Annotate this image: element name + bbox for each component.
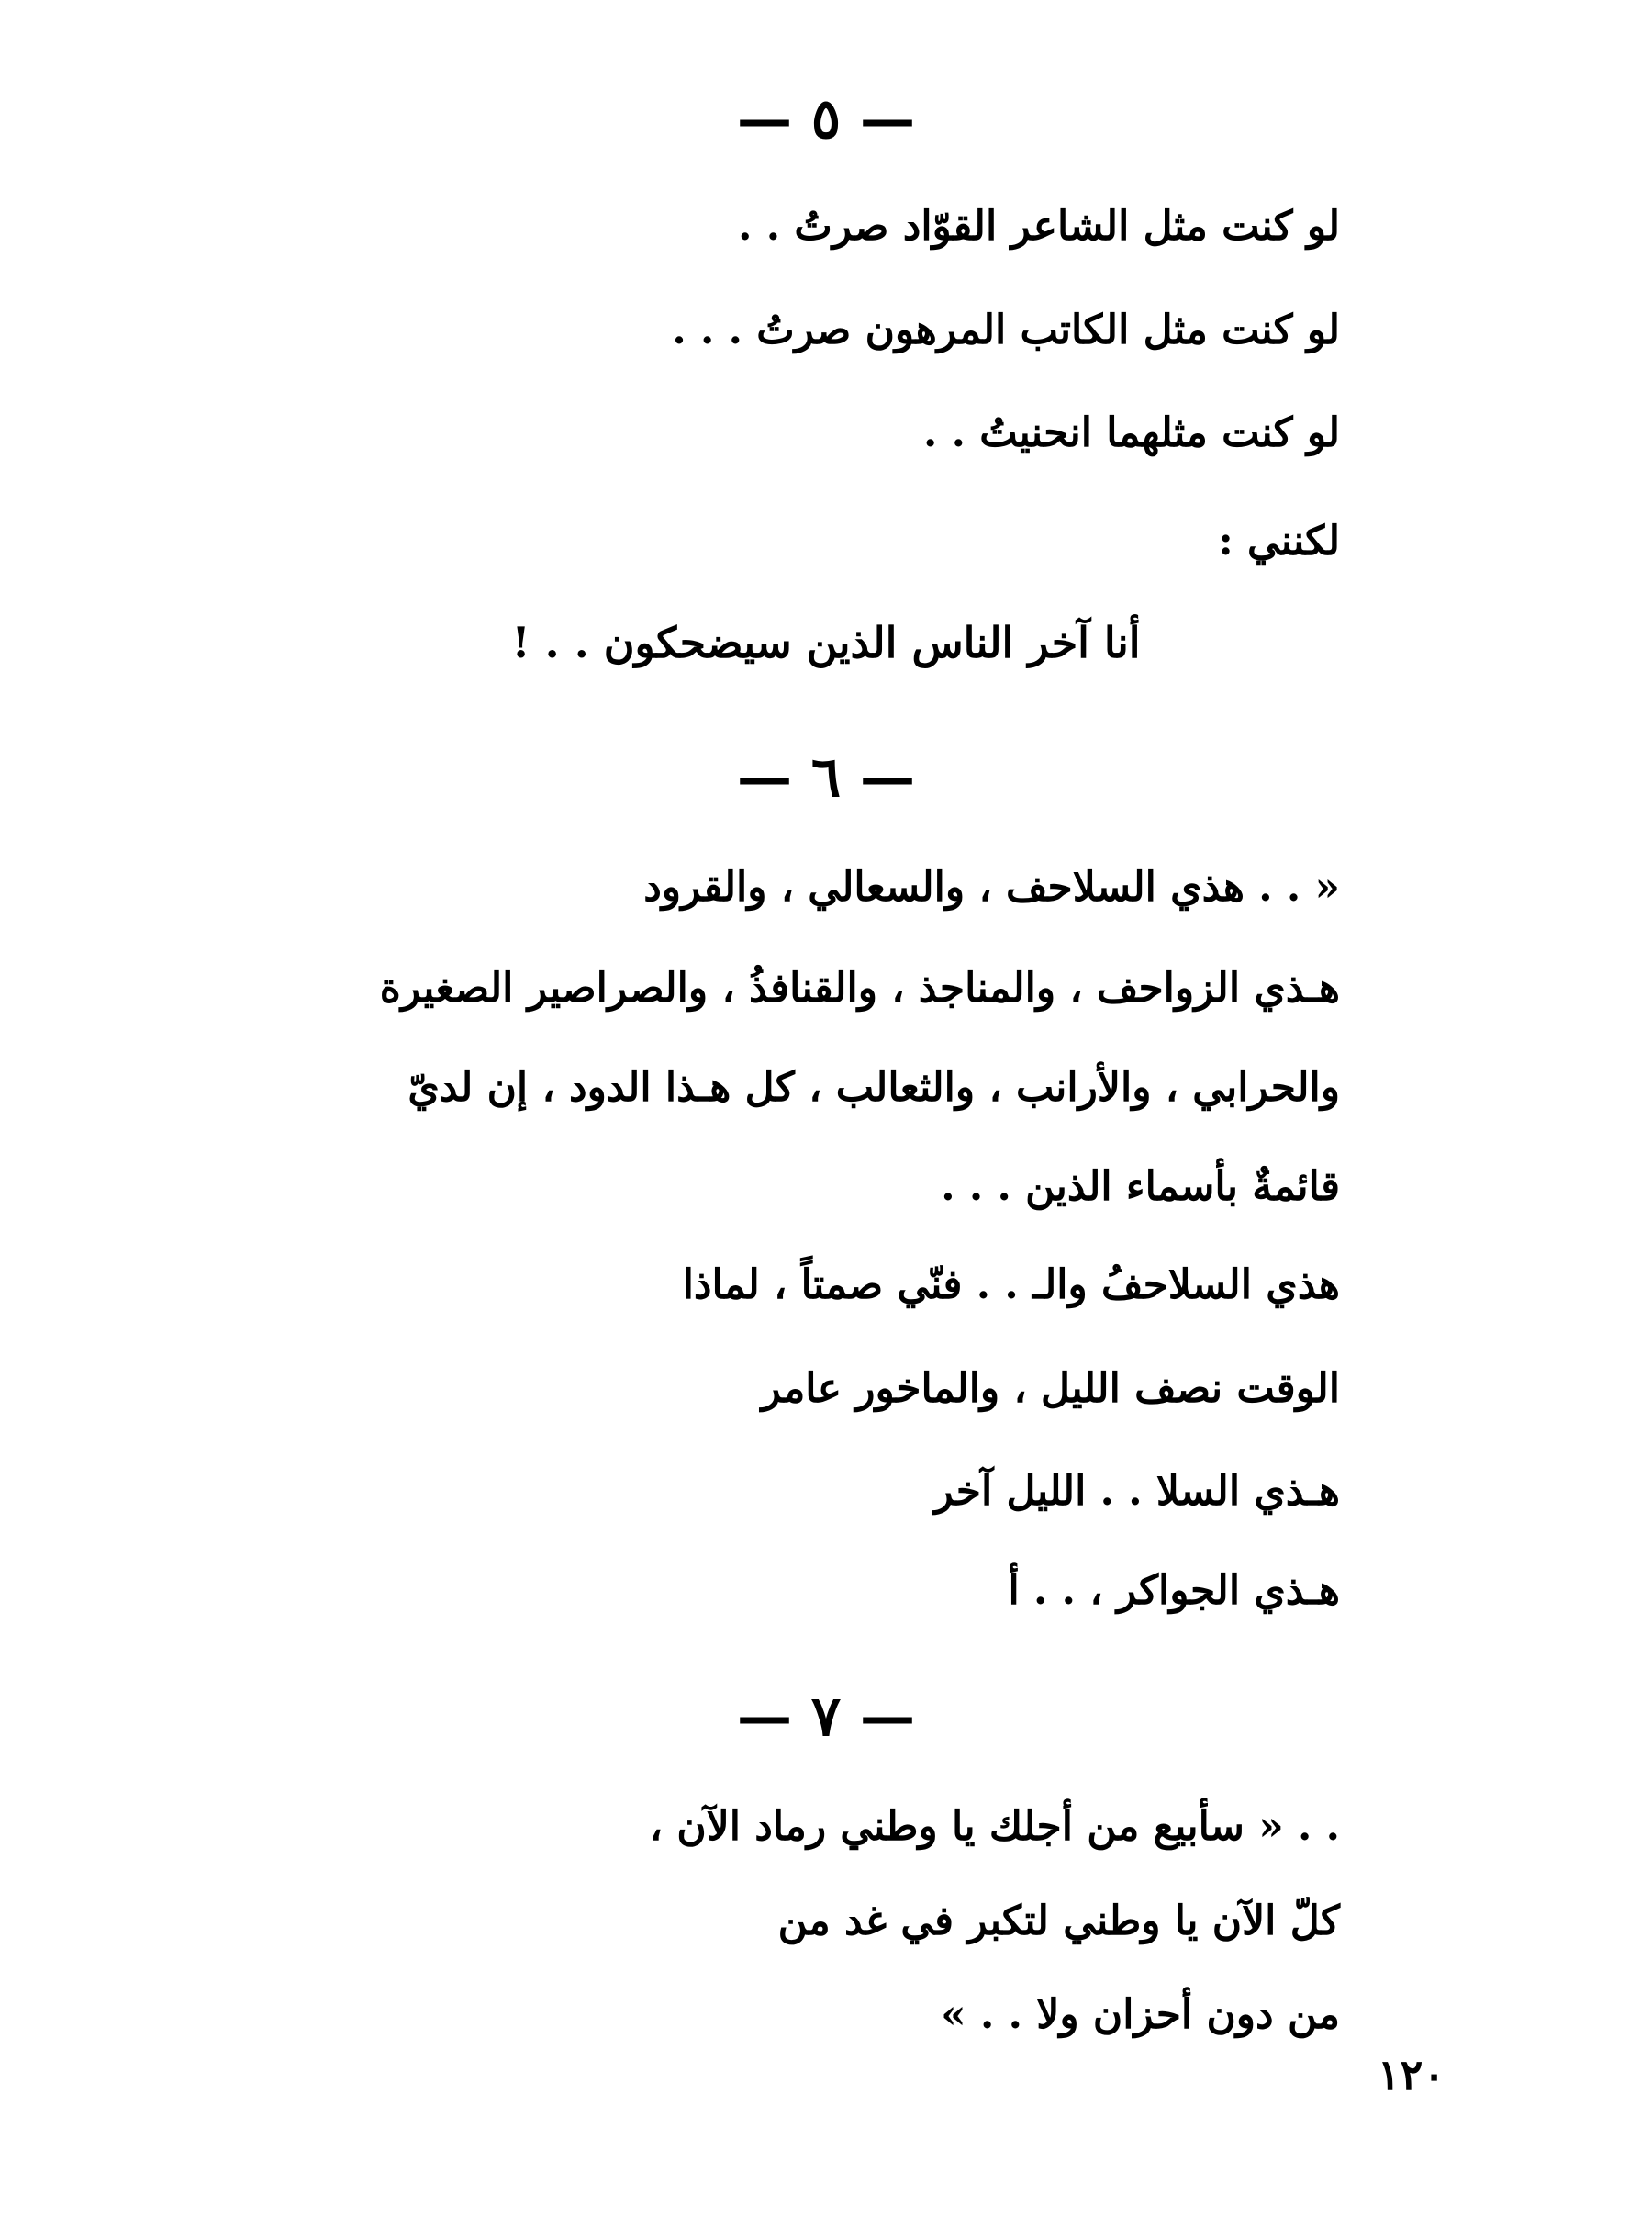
verse-line: والحرابي ، والأرانب ، والثعالب ، كل هـذا الدود ، إن لديّ	[407, 1064, 1340, 1111]
verse-line: هذي السلاحفُ والـ . . فنّي صمتاً ، لماذا	[682, 1261, 1340, 1308]
page-number: ١٢٠	[1377, 2050, 1446, 2100]
section-heading-5: — ٥ —	[736, 87, 915, 151]
verse-line: لو كنت مثل الشاعر القوّاد صرتُ . .	[738, 203, 1340, 250]
section-heading-7: — ٧ —	[736, 1685, 915, 1749]
centered-verse-line: أنا آخر الناس الذين سيضحكون . . !	[511, 618, 1141, 667]
verse-line: قائمةٌ بأسماء الذين . . .	[941, 1163, 1340, 1210]
verse-line: لو كنت مثل الكاتب المرهون صرتُ . . .	[672, 307, 1340, 353]
verse-line: هـذي السلا . . الليل آخر	[933, 1468, 1340, 1515]
verse-line: كلّ الآن يا وطني لتكبر في غد من	[777, 1898, 1340, 1944]
verse-line: الوقت نصف الليل ، والماخور عامر	[761, 1365, 1340, 1412]
verse-line: لكنني :	[1218, 518, 1340, 565]
verse-line: « . . هذي السلاحف ، والسعالي ، والقرود	[643, 864, 1340, 911]
verse-line: لو كنت مثلهما انحنيتُ . .	[923, 409, 1340, 456]
verse-line: هـذي الزواحف ، والمناجذ ، والقنافذُ ، والصراصير الصغيرة	[379, 965, 1340, 1012]
verse-line: من دون أحزان ولا . . »	[941, 1991, 1340, 2038]
verse-line: هـذي الجواكر ، . . أ	[1008, 1567, 1340, 1614]
verse-line: . . « سأبيع من أجلك يا وطني رماد الآن ،	[649, 1803, 1340, 1850]
section-heading-6: — ٦ —	[736, 745, 915, 810]
